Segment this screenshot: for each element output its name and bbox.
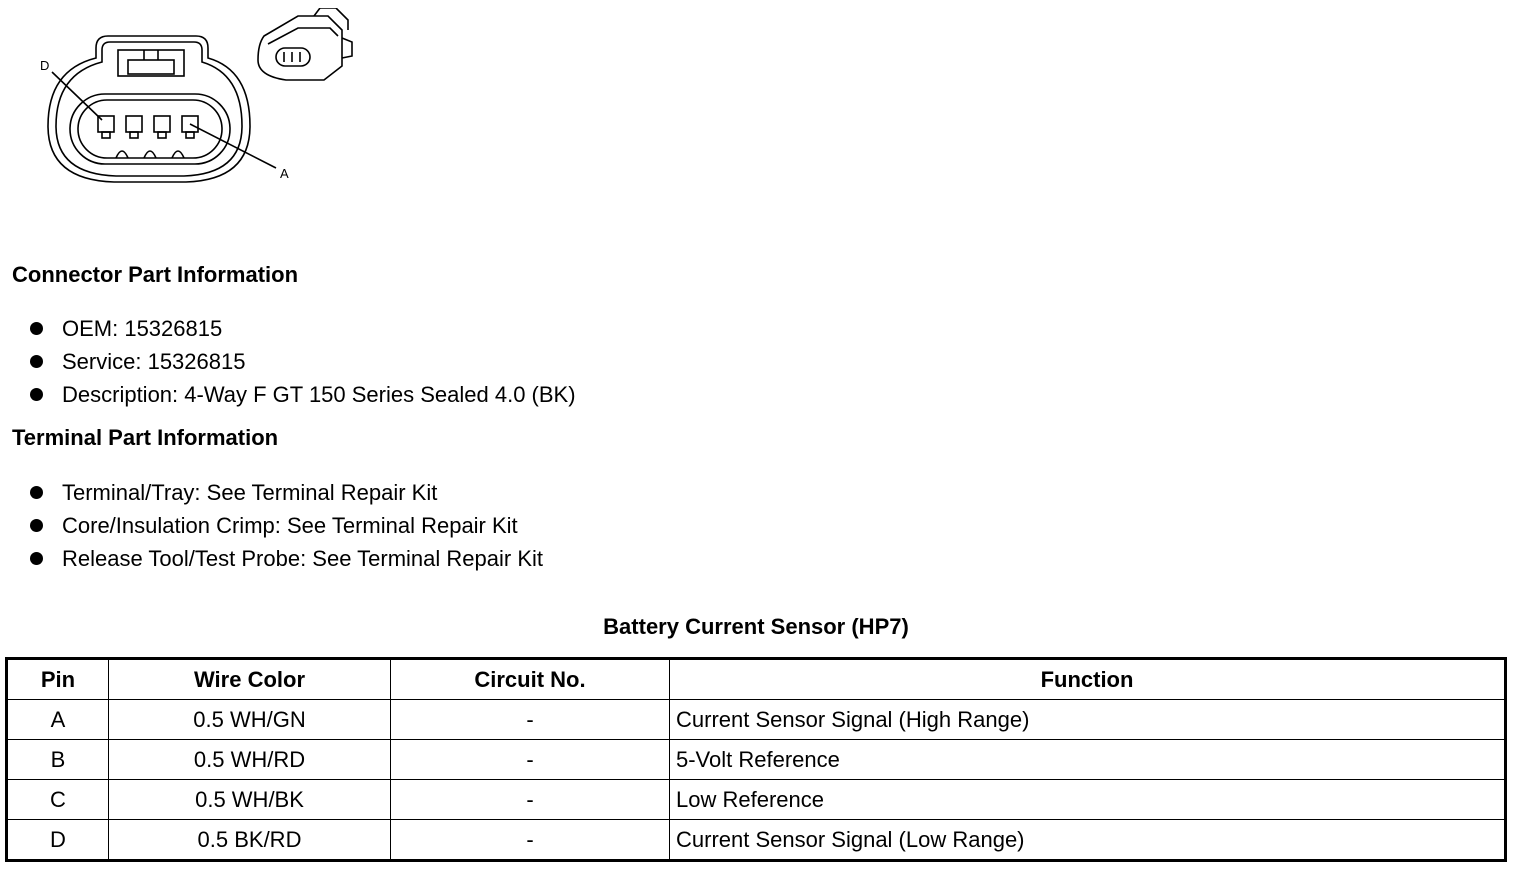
cell-wire-color: 0.5 WH/GN — [109, 700, 391, 740]
list-item — [28, 312, 576, 345]
header-circuit-no: Circuit No. — [391, 659, 670, 700]
cell-function: 5-Volt Reference — [670, 740, 1506, 780]
cell-function: Current Sensor Signal (Low Range) — [670, 820, 1506, 861]
cell-circuit-no: - — [391, 700, 670, 740]
cell-function: Low Reference — [670, 780, 1506, 820]
header-function: Function — [670, 659, 1506, 700]
list-item — [28, 345, 576, 378]
bullet-icon — [30, 519, 43, 532]
bullet-icon — [30, 486, 43, 499]
list-item-text: Core/Insulation Crimp: See Terminal Repair Kit — [62, 513, 518, 538]
list-item — [28, 509, 543, 542]
list-item-text: Description: 4-Way F GT 150 Series Sealed 4.0 (BK) — [62, 382, 576, 407]
connector-part-heading: Connector Part Information — [12, 262, 299, 287]
pin-label-d: D — [40, 58, 50, 73]
list-item — [28, 542, 543, 575]
cell-pin: B — [7, 740, 109, 780]
cell-pin: D — [7, 820, 109, 861]
connector-diagram — [36, 8, 366, 188]
bullet-icon — [30, 552, 43, 565]
pin-table-title: Battery Current Sensor (HP7) — [603, 614, 909, 639]
table-row — [7, 820, 1506, 861]
cell-wire-color: 0.5 WH/RD — [109, 740, 391, 780]
bullet-icon — [30, 388, 43, 401]
list-item — [28, 378, 576, 411]
table-row — [7, 700, 1506, 740]
cell-circuit-no: - — [391, 740, 670, 780]
list-item-text: Service: 15326815 — [62, 349, 246, 374]
connector-part-list — [28, 312, 576, 411]
header-pin: Pin — [7, 659, 109, 700]
table-header-row — [7, 659, 1506, 700]
table-row — [7, 780, 1506, 820]
terminal-part-list — [28, 476, 543, 575]
terminal-part-heading: Terminal Part Information — [12, 425, 279, 450]
cell-wire-color: 0.5 BK/RD — [109, 820, 391, 861]
pin-label-a: A — [280, 166, 289, 181]
header-wire-color: Wire Color — [109, 659, 391, 700]
connector-illustration — [36, 8, 366, 188]
table-row — [7, 740, 1506, 780]
cell-wire-color: 0.5 WH/BK — [109, 780, 391, 820]
bullet-icon — [30, 322, 43, 335]
cell-circuit-no: - — [391, 780, 670, 820]
pin-table — [5, 657, 1507, 862]
cell-pin: A — [7, 700, 109, 740]
list-item-text: OEM: 15326815 — [62, 316, 223, 341]
cell-pin: C — [7, 780, 109, 820]
list-item-text: Release Tool/Test Probe: See Terminal Repair Kit — [62, 546, 543, 571]
cell-function: Current Sensor Signal (High Range) — [670, 700, 1506, 740]
list-item-text: Terminal/Tray: See Terminal Repair Kit — [62, 480, 438, 505]
list-item — [28, 476, 543, 509]
cell-circuit-no: - — [391, 820, 670, 861]
bullet-icon — [30, 355, 43, 368]
